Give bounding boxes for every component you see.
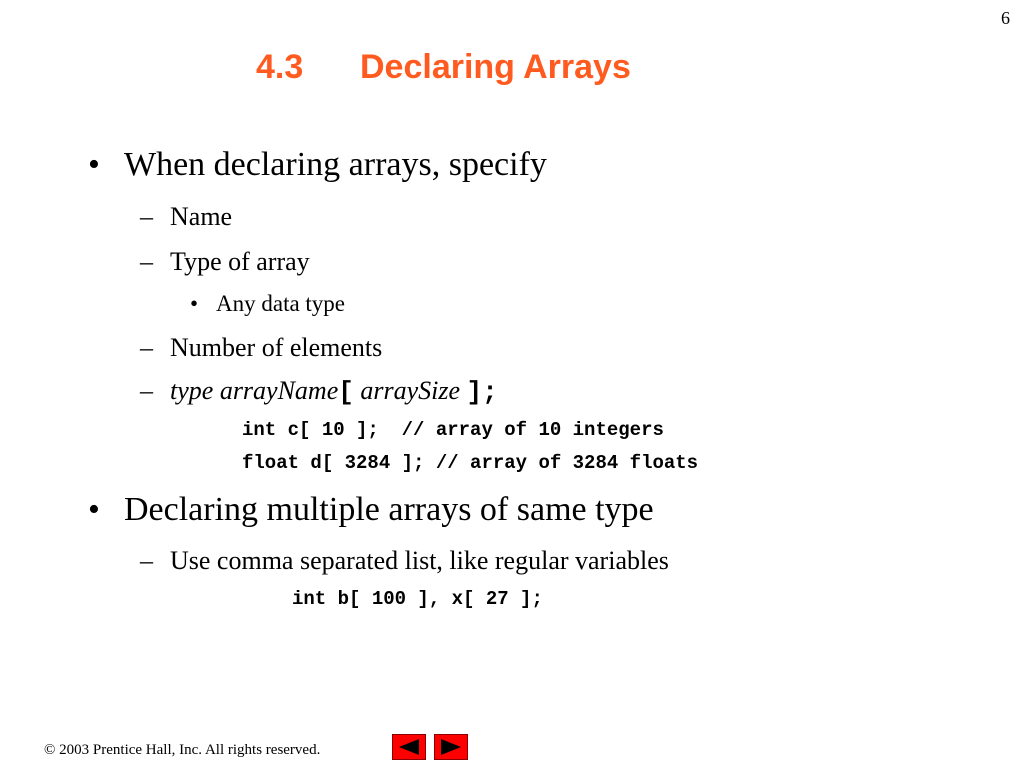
bullet-text: Declaring multiple arrays of same type <box>124 491 654 528</box>
copyright-symbol: © <box>44 742 56 758</box>
syntax-array-size: arraySize <box>360 376 461 405</box>
next-slide-button[interactable] <box>434 734 468 760</box>
bullet-text: When declaring arrays, specify <box>124 146 547 183</box>
sub-item-text: Number of elements <box>170 333 383 362</box>
sub-item-syntax <box>140 376 498 407</box>
syntax-open-bracket: [ <box>338 377 354 407</box>
dash-mark: – <box>140 376 153 405</box>
sub-sub-item-any-data-type <box>190 291 345 317</box>
sub-item-text: Name <box>170 202 233 231</box>
sub-sub-item-text: Any data type <box>216 291 346 316</box>
bullet-mark: • <box>190 291 199 316</box>
sub-item-number-of-elements <box>140 333 382 363</box>
syntax-type: type <box>170 376 214 405</box>
right-triangle-icon <box>439 738 463 756</box>
page-number: 6 <box>1001 8 1010 28</box>
bullet-mark: • <box>88 146 100 183</box>
dash-mark: – <box>140 247 153 276</box>
syntax-close-bracket: ]; <box>466 377 498 407</box>
code-line-int-c: int c[ 10 ]; // array of 10 integers <box>242 419 664 441</box>
slide-title <box>256 48 631 87</box>
dash-mark: – <box>140 202 153 231</box>
slide-navigation <box>392 734 468 760</box>
copyright-footer <box>44 742 320 759</box>
copyright-text: 2003 Prentice Hall, Inc. All rights reserved. <box>59 742 321 758</box>
bullet-multiple-arrays <box>88 491 654 529</box>
sub-item-type-of-array <box>140 247 310 277</box>
bullet-mark: • <box>88 491 100 528</box>
bullet-when-declaring <box>88 146 547 184</box>
sub-item-comma-list <box>140 546 669 576</box>
previous-slide-button[interactable] <box>392 734 426 760</box>
sub-item-text: Use comma separated list, like regular variables <box>170 546 669 575</box>
sub-item-text: Type of array <box>170 247 310 276</box>
left-triangle-icon <box>397 738 421 756</box>
syntax-array-name: arrayName <box>219 376 339 405</box>
dash-mark: – <box>140 333 153 362</box>
title-text: Declaring Arrays <box>360 48 631 86</box>
section-number: 4.3 <box>256 48 304 86</box>
sub-item-name <box>140 202 232 232</box>
code-line-int-b-x: int b[ 100 ], x[ 27 ]; <box>292 588 543 610</box>
dash-mark: – <box>140 546 153 575</box>
code-line-float-d: float d[ 3284 ]; // array of 3284 floats <box>242 452 699 474</box>
